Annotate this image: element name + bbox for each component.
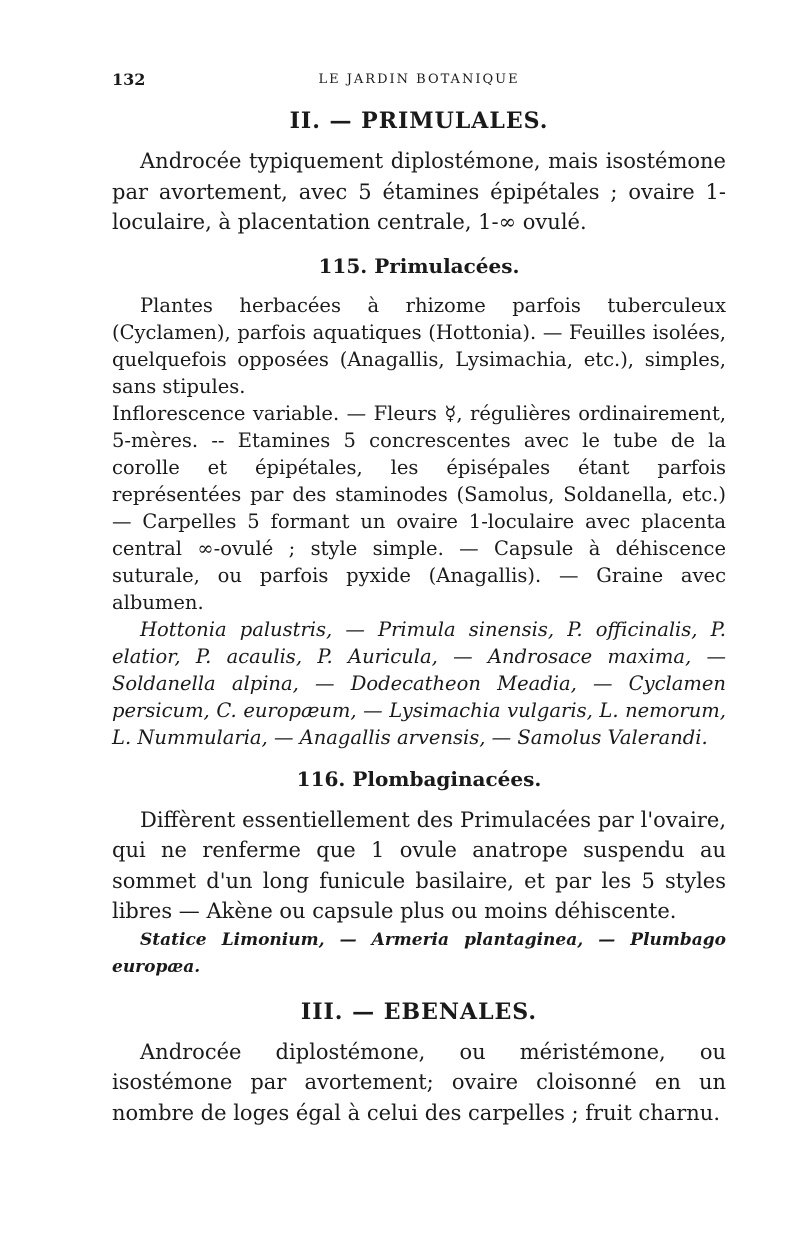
order-heading-ebenales: III. — EBENALES.	[300, 998, 538, 1025]
species-list-primulacees: Hottonia palustris, — Primula sinensis, P. officinalis, P. elatior, P. acaulis, P. Auricula, — Androsace maxima, — Soldanella alpina, — Dodecatheon Meadia, — Cyclamen persicum, C. europæum, — Lysimachia vulgaris, L. nemorum, L. Nummularia, — Anagallis arvensis, — Samolus Valerandi.	[112, 617, 726, 749]
page-number: 132	[112, 70, 146, 89]
running-header	[112, 62, 726, 90]
order-heading-primulales: II. — PRIMULALES.	[289, 108, 549, 134]
family-heading-primulacees: 115. Primulacées.	[318, 253, 520, 278]
order-description-ebenales: Androcée diplostémone, ou méristémone, ou isostémone par avortement; ovaire cloisonné en un nombre de loges égal à celui des carpelles ; fruit charnu.	[112, 1039, 726, 1125]
family-description-primulacees: Plantes herbacées à rhizome parfois tuberculeux (Cyclamen), parfois aquatiques (Hottonia). — Feuilles isolées, quelquefois opposées (Anagallis, Lysimachia, etc.), simples, sans stipules.	[112, 293, 726, 398]
running-title: LE JARDIN BOTANIQUE	[318, 72, 520, 87]
family-description-plombaginacees: Diffèrent essentiellement des Primulacées par l'ovaire, qui ne renferme que 1 ovule anatrope suspendu au sommet d'un long funicule basilaire, et par les 5 styles libres — Akène ou capsule plus ou moins déhiscente.	[112, 807, 726, 923]
family-heading-plombaginacees: 116. Plombaginacées.	[296, 766, 542, 791]
book-page	[112, 62, 726, 1128]
family-flowers-primulacees: Inflorescence variable. — Fleurs ☿, régulières ordinairement, 5-mères. -- Etamines 5 concrescentes avec le tube de la corolle et épipétales, les épisépales étant parfois représentées par des staminodes (Samolus, Soldanella, etc.) — Carpelles 5 formant un ovaire 1-loculaire avec placenta central ∞-ovulé ; style simple. — Capsule à déhiscence suturale, ou parfois pyxide (Anagallis). — Graine avec albumen.	[112, 401, 726, 614]
order-description-primulales: Androcée typiquement diplostémone, mais isostémone par avortement, avec 5 étamines épipétales ; ovaire 1-loculaire, à placentation centrale, 1-∞ ovulé.	[112, 149, 726, 234]
species-list-plombaginacees: Statice Limonium, — Armeria plantaginea, — Plumbago europæa.	[112, 929, 726, 977]
